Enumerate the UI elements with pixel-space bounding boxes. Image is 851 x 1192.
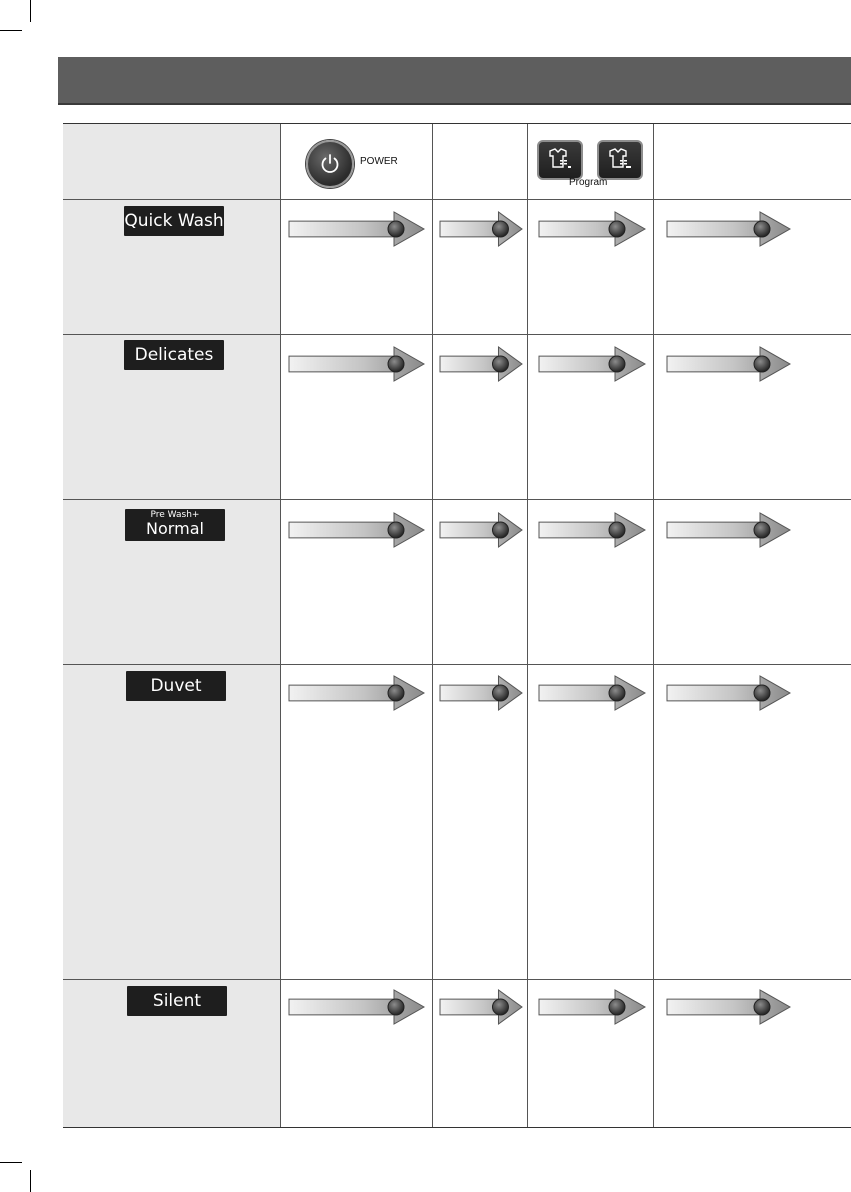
step-dot <box>492 221 508 237</box>
step-dot <box>388 685 404 701</box>
step-dot <box>754 522 770 538</box>
row-divider <box>63 979 851 980</box>
step-arrow-icon <box>439 211 523 247</box>
step-dot <box>388 522 404 538</box>
program-delicates <box>124 340 224 370</box>
column-divider <box>432 124 433 1127</box>
step-arrow-icon <box>538 989 646 1025</box>
program-pre-wash-normal <box>125 509 225 541</box>
step-dot <box>754 685 770 701</box>
program-column <box>63 124 280 1127</box>
step-dot <box>492 999 508 1015</box>
step-arrow-icon <box>288 675 425 711</box>
program-label-text: Delicates <box>134 345 214 365</box>
step-arrow-icon <box>439 512 523 548</box>
step-arrow-icon <box>288 989 425 1025</box>
program-label-text: Silent <box>152 991 202 1011</box>
program-label-small: Pre Wash+ <box>150 510 200 520</box>
step-arrow-icon <box>538 346 646 382</box>
step-arrow-icon <box>666 211 791 247</box>
step-dot <box>754 221 770 237</box>
step-arrow-icon <box>439 675 523 711</box>
step-arrow-icon <box>288 211 425 247</box>
step-dot <box>388 356 404 372</box>
power-button[interactable] <box>306 140 354 188</box>
crop-mark-top-left-h <box>0 30 22 31</box>
step-dot <box>754 356 770 372</box>
step-arrow-icon <box>439 346 523 382</box>
program-label: Program <box>569 177 608 188</box>
program-label-text: Quick Wash <box>124 211 224 231</box>
shirt-program-1-icon <box>546 147 574 173</box>
crop-mark-bottom-left-v <box>30 1170 31 1192</box>
power-label: POWER <box>360 156 398 167</box>
program-label-text: Duvet <box>150 676 202 696</box>
step-dot <box>492 522 508 538</box>
row-divider <box>63 499 851 500</box>
step-arrow-icon <box>538 675 646 711</box>
section-banner <box>58 57 851 105</box>
step-dot <box>609 685 625 701</box>
step-dot <box>609 999 625 1015</box>
step-dot <box>609 522 625 538</box>
step-dot <box>609 221 625 237</box>
program-label-big: Normal <box>146 519 204 538</box>
step-dot <box>754 999 770 1015</box>
row-divider <box>63 664 851 665</box>
crop-mark-top-left-v <box>30 0 31 22</box>
step-dot <box>388 221 404 237</box>
step-arrow-icon <box>538 512 646 548</box>
column-divider <box>653 124 654 1127</box>
shirt-program-2-icon <box>606 147 634 173</box>
step-arrow-icon <box>666 989 791 1025</box>
program-quick-wash <box>124 206 224 236</box>
step-dot <box>388 999 404 1015</box>
program-silent <box>127 986 227 1016</box>
column-divider <box>527 124 528 1127</box>
step-arrow-icon <box>288 512 425 548</box>
step-arrow-icon <box>288 346 425 382</box>
program-button-1[interactable] <box>537 140 583 180</box>
step-arrow-icon <box>538 211 646 247</box>
step-dot <box>492 685 508 701</box>
step-arrow-icon <box>439 989 523 1025</box>
row-divider <box>63 334 851 335</box>
program-duvet <box>126 671 226 701</box>
step-arrow-icon <box>666 512 791 548</box>
column-divider <box>280 124 281 1127</box>
step-dot <box>609 356 625 372</box>
crop-mark-bottom-left-h <box>0 1162 22 1163</box>
row-divider <box>63 199 851 200</box>
program-button-2[interactable] <box>597 140 643 180</box>
power-icon <box>318 152 342 176</box>
step-dot <box>492 356 508 372</box>
program-steps-table <box>63 123 851 1128</box>
step-arrow-icon <box>666 675 791 711</box>
step-arrow-icon <box>666 346 791 382</box>
